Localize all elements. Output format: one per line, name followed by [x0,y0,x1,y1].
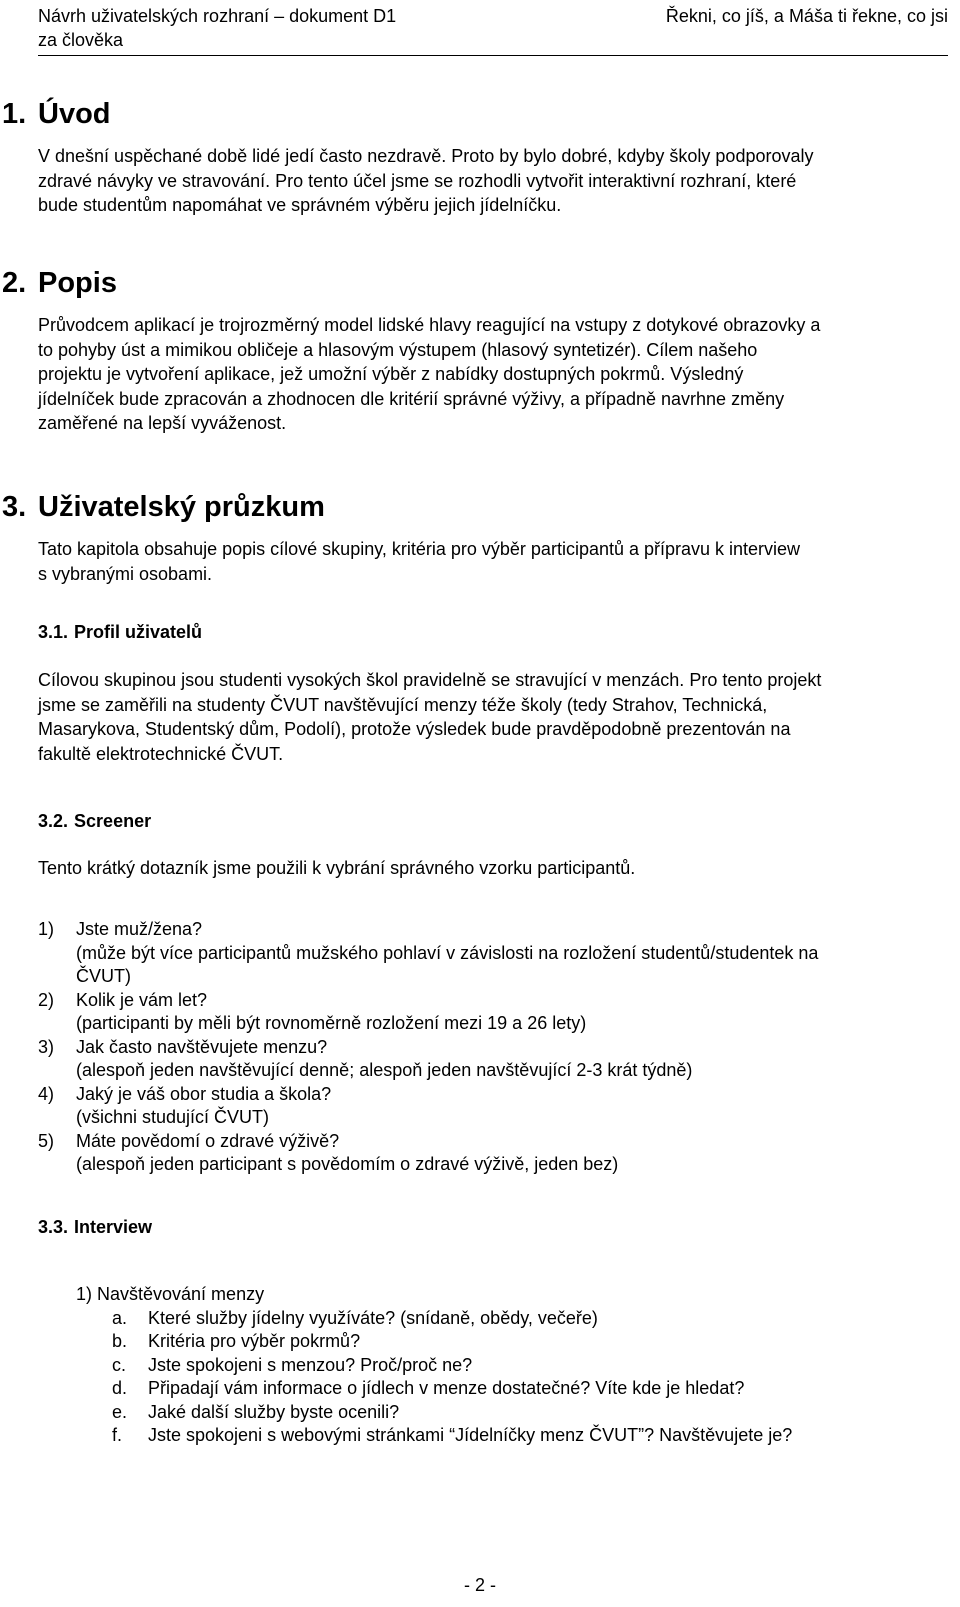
heading-title: Screener [74,811,152,831]
interview-topic: 1) Navštěvování menzy [76,1284,265,1304]
list-letter: e. [112,1401,128,1422]
list-text: (alespoň jeden participant s povědomím o zdravé výživě, jeden bez) [76,1154,619,1174]
heading-number: 2. [2,267,27,299]
list-letter: f. [112,1425,123,1445]
list-text: Kolik je vám let? [76,989,208,1010]
list-text: ČVUT) [76,966,131,986]
heading-title: Uživatelský průzkum [38,491,325,523]
heading-number: 3.1. [38,622,69,642]
heading-title: Interview [74,1217,153,1237]
heading-profil-uzivatelu [38,621,202,643]
list-number: 2) [38,989,55,1010]
heading-title: Profil uživatelů [74,622,203,642]
heading-number: 3.2. [38,811,69,831]
list-text: (může být více participantů mužského pohlaví v závislosti na rozložení studentů/studentek na [76,942,819,963]
heading-interview [38,1216,152,1238]
list-text: (všichni studující ČVUT) [76,1107,270,1127]
heading-screener [38,810,151,832]
list-text: Jste muž/žena? [76,919,203,939]
header-document-title-continued: za člověka [38,30,124,50]
heading-number: 3.3. [38,1217,69,1237]
list-number: 4) [38,1083,55,1104]
text-line: fakultě elektrotechnické ČVUT. [38,743,284,764]
list-text: Máte povědomí o zdravé výživě? [76,1130,340,1151]
text-line: zaměřené na lepší vyváženost. [38,413,287,433]
text-line: Masarykova, Studentský dům, Podolí), protože výsledek bude pravděpodobně prezentován na [38,719,791,739]
text-line: jsme se zaměřili na studenty ČVUT navštěvující menzy téže školy (tedy Strahov, Technická, [38,694,768,715]
heading-number: 1. [2,98,27,130]
heading-number: 3. [2,491,27,523]
list-text: Jste spokojeni s menzou? Proč/proč ne? [148,1354,473,1375]
header-rule [38,55,948,56]
heading-title: Popis [38,267,117,299]
text-line: jídelníček bude zpracován a zhodnocen dle kritérií správné výživy, a případně navrhne změny [38,388,785,409]
paragraph-uzivatelsky-pruzkum [38,537,958,586]
heading-title: Úvod [38,98,111,130]
list-number: 3) [38,1036,55,1057]
text-line: Tento krátký dotazník jsme použili k vybrání správného vzorku participantů. [38,858,636,878]
list-text: Připadají vám informace o jídlech v menze dostatečné? Víte kde je hledat? [148,1378,745,1398]
list-text: (alespoň jeden navštěvující denně; alespoň jeden navštěvující 2-3 krát týdně) [76,1060,693,1080]
list-text: Kritéria pro výběr pokrmů? [148,1331,361,1351]
list-number: 1) [38,919,55,939]
list-letter: c. [112,1354,127,1375]
text-line: projektu je vytvoření aplikace, jež umožní výběr z nabídky dostupných pokrmů. Výsledný [38,364,744,384]
paragraph-screener [38,856,958,881]
list-number: 5) [38,1130,55,1151]
header-document-title: Návrh uživatelských rozhraní – dokument D1 [38,6,397,26]
text-line: V dnešní uspěchané době lidé jedí často nezdravě. Proto by bylo dobré, kdyby školy podporovaly [38,146,814,166]
list-letter: a. [112,1307,128,1328]
text-line: to pohyby úst a mimikou obličeje a hlasovým výstupem (hlasový syntetizér). Cílem našeho [38,339,758,360]
text-line: bude studentům napomáhat ve správném výběru jejich jídelníčku. [38,195,562,215]
list-text: (participanti by měli být rovnoměrně rozložení mezi 19 a 26 lety) [76,1013,587,1033]
paragraph-uvod [38,144,958,218]
text-line: s vybranými osobami. [38,563,213,584]
text-line: Cílovou skupinou jsou studenti vysokých škol pravidelně se stravující v menzách. Pro tento projekt [38,670,822,690]
header-project-title: Řekni, co jíš, a Máša ti řekne, co jsi [665,6,948,26]
list-letter: b. [112,1331,128,1351]
list-text: Jaký je váš obor studia a škola? [76,1083,332,1104]
list-text: Které služby jídelny využíváte? (snídaně, obědy, večeře) [148,1307,598,1328]
page-number: - 2 - [463,1575,496,1595]
list-text: Jste spokojeni s webovými stránkami “Jídelníčky menz ČVUT”? Navštěvujete je? [148,1425,793,1445]
paragraph-popis [38,313,958,436]
text-line: Tato kapitola obsahuje popis cílové skupiny, kritéria pro výběr participantů a přípravu k interview [38,539,801,559]
list-text: Jak často navštěvujete menzu? [76,1036,328,1057]
list-text: Jaké další služby byste ocenili? [148,1401,400,1422]
list-letter: d. [112,1378,128,1398]
paragraph-profil-uzivatelu [38,668,958,766]
text-line: zdravé návyky ve stravování. Pro tento účel jsme se rozhodli vytvořit interaktivní rozhraní, které [38,170,797,191]
text-line: Průvodcem aplikací je trojrozměrný model lidské hlavy reagující na vstupy z dotykové obrazovky a [38,315,821,335]
